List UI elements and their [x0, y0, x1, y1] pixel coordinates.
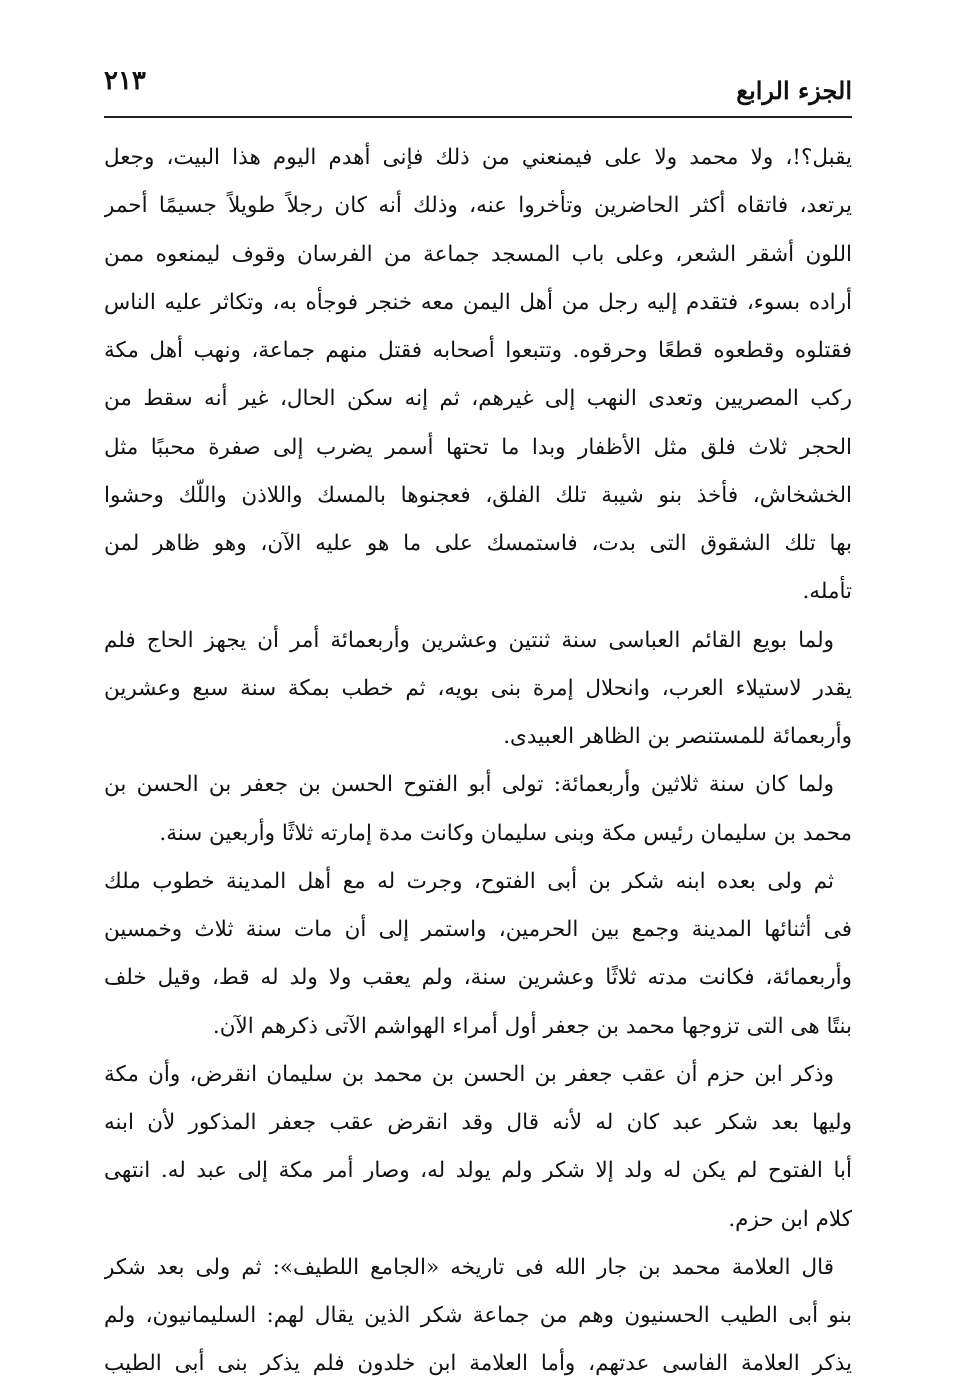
text-line: ركب المصريين وتعدى النهب إلى غيرهم، ثم إنه سكن الحال، غير أنه سقط من: [104, 386, 852, 412]
text-line: بها تلك الشقوق التى بدت، فاستمسك على ما هو عليه الآن، وهو ظاهر لمن: [104, 531, 852, 556]
text-line: قال العلامة محمد بن جار الله فى تاريخه «الجامع اللطيف»: ثم ولى بعد شكر: [104, 1254, 834, 1280]
text-line: وأربعمائة، فكانت مدته ثلاثًا وعشرين سنة، ولم يعقب ولا ولد له قط، وقيل خلف: [104, 965, 852, 991]
text-line: الخشخاش، فأخذ بنو شيبة تلك الفلق، فعجنوها بالمسك واللاذن واللّك وحشوا: [104, 482, 852, 508]
page-number: ٢١٣: [104, 66, 146, 96]
text-line: يذكر العلامة الفاسى عدتهم، وأما العلامة ابن خلدون فلم يذكر بنى أبى الطيب: [104, 1351, 852, 1377]
text-line: وأربعمائة للمستنصر بن الظاهر العبيدى.: [503, 724, 852, 749]
running-title: الجزء الرابع: [736, 76, 852, 105]
text-line: ولما كان سنة ثلاثين وأربعمائة: تولى أبو الفتوح الحسن بن جعفر بن الحسن بن: [104, 772, 834, 798]
text-line: فقتلوه وقطعوه قطعًا وحرقوه. وتتبعوا أصحابه فقتل منهم جماعة، ونهب أهل مكة: [104, 338, 852, 363]
text-line: ثم ولى بعده ابنه شكر بن أبى الفتوح، وجرت له مع أهل المدينة خطوب ملك: [104, 868, 834, 894]
text-line: وليها بعد شكر عبد كان له لأنه قال وقد انقرض عقب جعفر المذكور لأن ابنه: [104, 1110, 852, 1135]
text-line: وذكر ابن حزم أن عقب جعفر بن الحسن بن محمد بن سليمان انقرض، وأن مكة: [104, 1061, 834, 1087]
text-line: أبا الفتوح لم يكن له ولد إلا شكر ولم يولد له، وصار أمر مكة إلى عبد له. انتهى: [104, 1158, 852, 1184]
text-line: يقبل؟!، ولا محمد ولا على فيمنعني من ذلك فإنى أهدم اليوم هذا البيت، وجعل: [104, 145, 852, 170]
page-header: [104, 62, 852, 118]
text-line: اللون أشقر الشعر، وعلى باب المسجد جماعة من الفرسان وقوف ليمنعوه ممن: [104, 241, 852, 267]
text-line: فى أثنائها المدينة وجمع بين الحرمين، واستمر إلى أن مات سنة ثلاث وخمسين: [104, 917, 852, 942]
text-line: يرتعد، فاتقاه أكثر الحاضرين وتأخروا عنه، وذلك أنه كان رجلاً طويلاً جسيمًا أحمر: [104, 193, 852, 219]
text-line: محمد بن سليمان رئيس مكة وبنى سليمان وكانت مدة إمارته ثلاثًا وأربعين سنة.: [159, 820, 852, 846]
text-line: الحجر ثلاث فلق مثل الأظفار وبدا ما تحتها أسمر يضرب إلى صفرة محببًا مثل: [104, 434, 852, 460]
text-line: تأمله.: [802, 579, 852, 605]
text-line: بنو أبى الطيب الحسنيون وهم من جماعة شكر الذين يقال لهم: السليمانيون، ولم: [104, 1303, 852, 1328]
text-line: أراده بسوء، فتقدم إليه رجل من أهل اليمن معه خنجر فوجأه به، وتكاثر عليه الناس: [104, 289, 852, 315]
body-text: [104, 134, 852, 1389]
text-line: يقدر لاستيلاء العرب، وانحلال إمرة بنى بويه، ثم خطب بمكة سنة سبع وعشرين: [104, 675, 852, 701]
text-line: ولما بويع القائم العباسى سنة ثنتين وعشرين وأربعمائة أمر أن يجهز الحاج فلم: [104, 627, 834, 653]
text-line: بنتًا هى التى تزوجها محمد بن جعفر أول أمراء الهواشم الآتى ذكرهم الآن.: [212, 1013, 852, 1039]
text-line: كلام ابن حزم.: [728, 1206, 852, 1232]
